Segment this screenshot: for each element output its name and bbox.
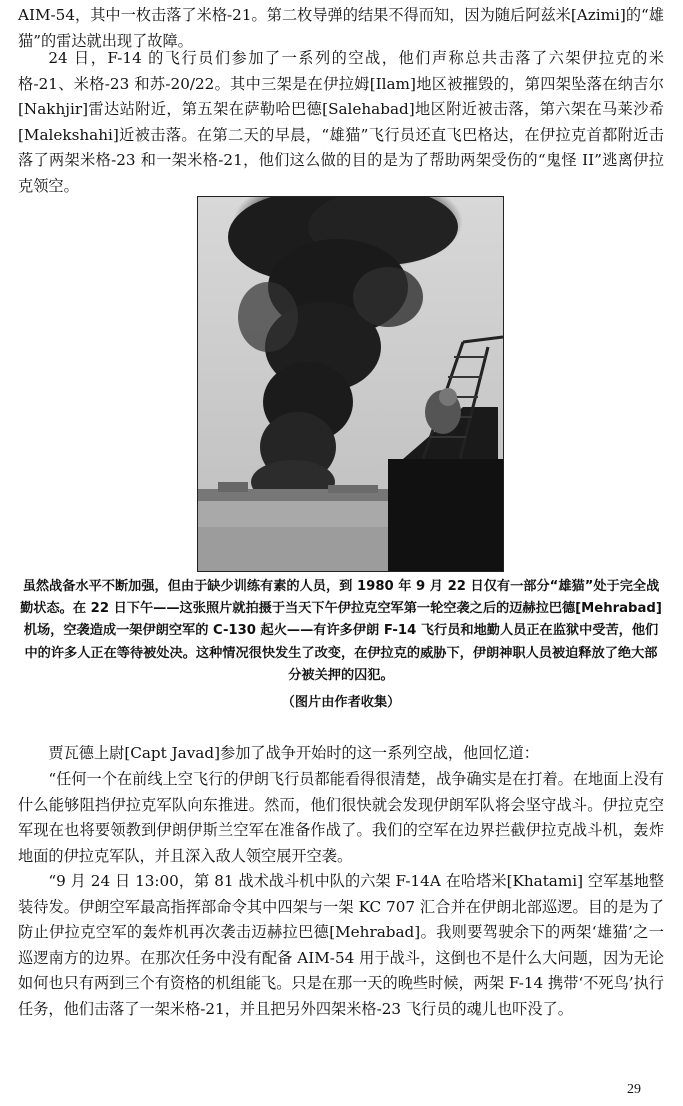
photo-caption: 虽然战备水平不断加强，但由于缺少训练有素的人员，到 1980 年 9 月 22 日仅有一部分“雄猫”处于完全战勤状态。在 22 日下午——这张照片就拍摄于当天下午伊拉克空军第一轮空袭之后的迈赫拉巴德[Mehrabad]机场，空袭造成一架伊朗空军的 C-130 起火——有许多伊朗 F-14 飞行员和地勤人员正在监狱中受苦，他们中的许多人正在等待被处决。这种情况很快发生了改变，在伊拉克的威胁下，伊朗神职人员被迫释放了绝大部分被关押的囚犯。 — [20, 579, 662, 683]
paragraph-5: “9 月 24 日 13:00，第 81 战术战斗机中队的六架 F-14A 在哈塔米[Khatami] 空军基地整装待发。伊朗空军最高指挥部命令其中四架与一架 KC 707 汇合并在伊朗北部巡逻。目的是为了防止伊拉克空军的轰炸机再次袭击迈赫拉巴德[Mehrabad]。我则要驾驶余下的两架‘雄猫’之一巡逻南方的边界。在那次任务中没有配备 AIM-54 用于战斗，这倒也不是什么大问题，因为无论如何也只有两到三个有资格的机组能飞。只是在那一天的晚些时候，两架 F-14 携带‘不死鸟’执行任务，他们击落了一架米格-21，并且把另外四架米格-23 飞行员的魂儿也吓没了。 — [18, 872, 664, 1018]
photo-credit: （图片由作者收集） — [281, 695, 401, 710]
paragraph-1: AIM-54，其中一枚击落了米格-21。第二枚导弹的结果不得而知，因为随后阿兹米[Azimi]的“雄猫”的雷达就出现了故障。 — [18, 6, 664, 50]
page-number: 29 — [627, 1082, 641, 1097]
paragraph-4: “任何一个在前线上空飞行的伊朗飞行员都能看得很清楚，战争确实是在打着。在地面上没有什么能够阻挡伊拉克军队向东推进。然而，他们很快就会发现伊朗军队将会坚守战斗。伊拉克空军现在也将要领教到伊朗伊斯兰空军在准备作战了。我们的空军在边界拦截伊拉克战斗机，轰炸地面的伊拉克军队，并且深入敌人领空展开空袭。 — [18, 770, 664, 865]
burning-airfield-photo — [197, 196, 504, 572]
paragraph-3: 贾瓦德上尉[Capt Javad]参加了战争开始时的这一系列空战，他回忆道： — [48, 744, 539, 762]
paragraph-2: 24 日，F-14 的飞行员们参加了一系列的空战，他们声称总共击落了六架伊拉克的米格-21、米格-23 和苏-20/22。其中三架是在伊拉姆[Ilam]地区被摧毁的，第四架坠落在纳吉尔[Nakhjir]雷达站附近，第五架在萨勒哈巴德[Salehabad]地区附近被击落，第六架在马莱沙希[Malekshahi]近被击落。在第二天的早晨，“雄猫”飞行员还直飞巴格达，在伊拉克首都附近击落了两架米格-23 和一架米格-21，他们这么做的目的是为了帮助两架受伤的“鬼怪 II”逃离伊拉克领空。 — [18, 49, 664, 195]
